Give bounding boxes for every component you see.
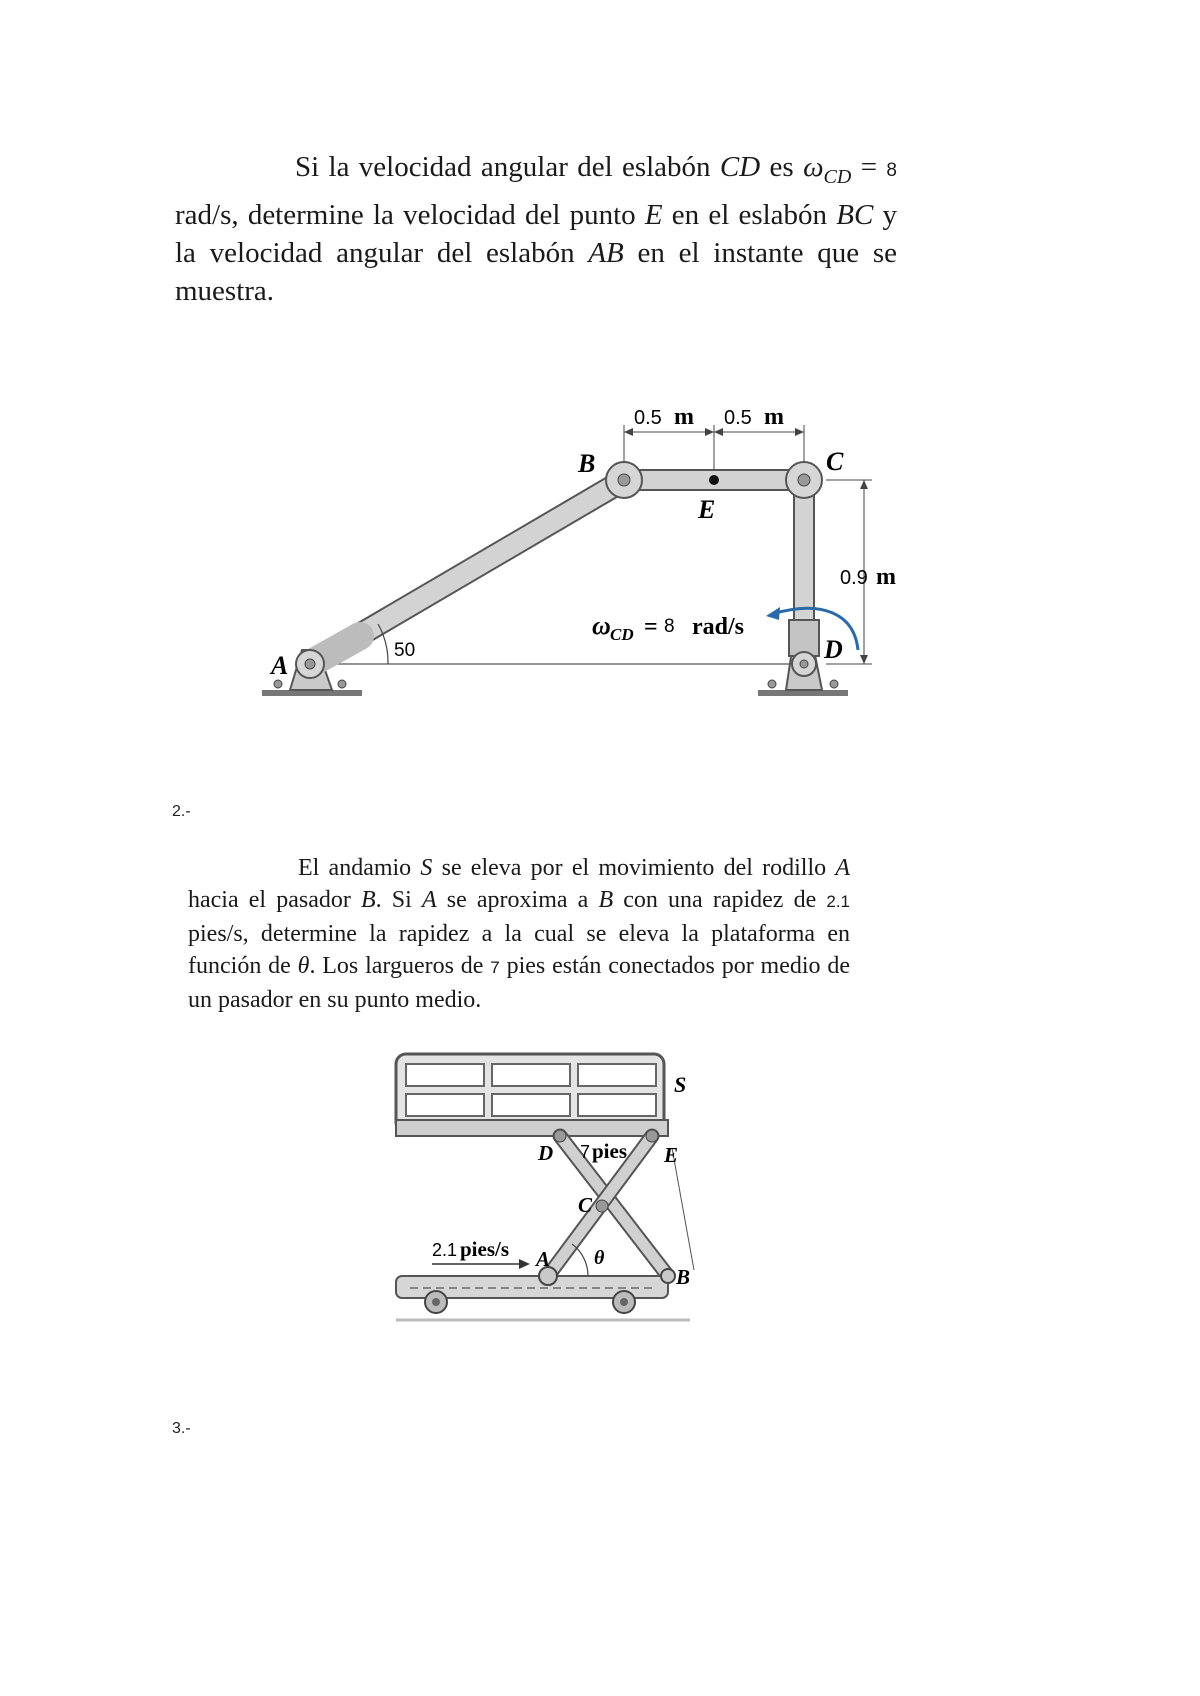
label-e: E: [664, 1143, 679, 1167]
omega-unit: rad/s: [692, 614, 745, 640]
label-c: C: [578, 1193, 593, 1217]
length-value: 7: [580, 1142, 591, 1162]
speed-value: 2.1: [432, 1240, 458, 1260]
label-e: E: [698, 495, 716, 524]
label-d: D: [824, 635, 843, 664]
label-c: C: [826, 447, 844, 476]
dim-height: 0.9: [840, 567, 868, 589]
problem1-statement: Si la velocidad angular del eslabón CD es $\omega_{CD} = 8$ rad/s, determine la velocidad del punto E en el eslabón BC y la velocidad angular del eslabón AB en el instante que se muestra.: [175, 151, 897, 307]
dim-unit-left: m: [674, 404, 694, 430]
label-b: B: [578, 449, 596, 478]
label-s: S: [674, 1072, 687, 1097]
angle-label: 50: [394, 640, 416, 661]
dim-unit-right: m: [764, 404, 784, 430]
speed-unit: pies/s: [460, 1237, 510, 1261]
problem3-number: 3.-: [172, 1420, 191, 1437]
omega-equals: =: [644, 614, 658, 640]
omega-symbol: ω: [592, 611, 611, 640]
dim-bc-right: 0.5: [724, 407, 752, 429]
dim-height-unit: m: [876, 564, 896, 590]
dim-bc-left: 0.5: [634, 407, 662, 429]
label-b: B: [676, 1265, 691, 1289]
label-a: A: [271, 651, 289, 680]
problem2-statement: El andamio S se eleva por el movimiento del rodillo A hacia el pasador B. Si A se aproxima a B con una rapidez de 2.1 pies/s, determine la rapidez a la cual se eleva la plataforma en función de θ. Los largueros de 7 pies están conectados por medio de un pasador en su punto medio.: [188, 855, 851, 1013]
theta-label: θ: [594, 1247, 605, 1269]
problem2-number: 2.-: [172, 803, 191, 820]
omega-subscript: CD: [610, 625, 634, 644]
label-a: A: [536, 1247, 551, 1271]
label-d: D: [538, 1141, 554, 1165]
length-unit: pies: [592, 1139, 628, 1163]
omega-value: 8: [664, 616, 675, 637]
